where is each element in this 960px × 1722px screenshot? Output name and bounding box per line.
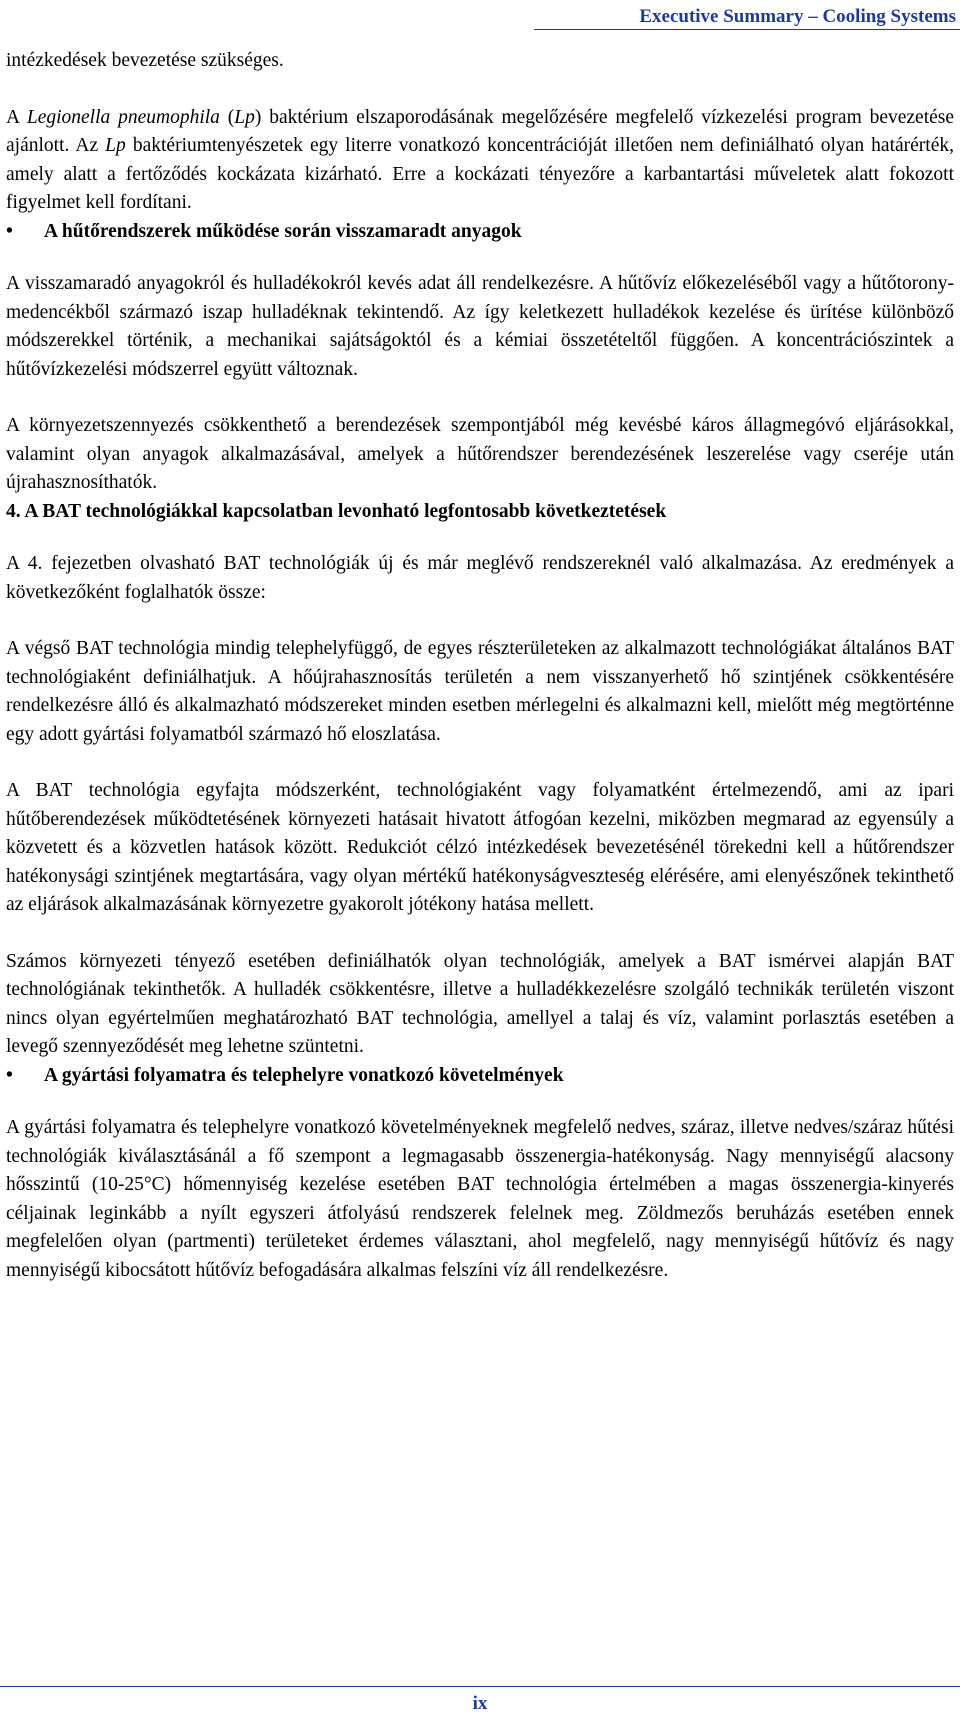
paragraph-bat-method: A BAT technológia egyfajta módszerként, technológiaként vagy folyamatként értelmezendő, ami az ipari hűtőberendezések működtetésének környezeti hatásait hivatott átfogóan kezelni, miközben megmarad az egyensúly a közvetett és a közvetlen hatások között. Redukciót célzó intézkedések bevezetésénél törekedni kell a hűtőrendszer hatékonysági szintjének megtartására, vagy olyan mértékű hatékonyságveszteség elérésére, ami elenyészőnek tekinthető az eljárások alkalmazásának környezetre gyakorolt jótékony hatása mellett. bbox=[6, 780, 954, 915]
bullet-heading-text: A hűtőrendszerek működése során visszamaradt anyagok bbox=[44, 220, 522, 242]
paragraph-bat-final: A végső BAT technológia mindig telephelyfüggő, de egyes részterületeken az alkalmazott technológiákat általános BAT technológiaként definiálhatjuk. A hőújrahasznosítás területén a nem visszanyerhető hő szintjének csökkentésére rendelkezésre álló és alkalmazható módszereket minden esetben mérlegelni és alkalmazni kell, mielőtt még megtörténne egy adott gyártási folyamatból származó hő eloszlatása. bbox=[6, 638, 954, 745]
paragraph-legionella bbox=[6, 104, 954, 218]
bullet-heading-requirements bbox=[6, 1062, 954, 1091]
paragraph-bat-intro: A 4. fejezetben olvasható BAT technológiák új és már meglévő rendszereknél való alkalmazása. Az eredmények a következőként foglalhatók össze: bbox=[6, 553, 954, 603]
page-number: ix bbox=[472, 1693, 488, 1714]
paragraph-pollution: A környezetszennyezés csökkenthető a berendezések szempontjából még kevésbé káros állagmegóvó eljárásokkal, valamint olyan anyagok alkalmazásával, amelyek a hűtőrendszer berendezésének leszerelése vagy cseréje után újrahasznosíthatók. bbox=[6, 415, 954, 493]
abbreviation: Lp bbox=[234, 106, 255, 128]
bullet-heading-residues bbox=[6, 218, 954, 247]
paragraph-requirements: A gyártási folyamatra és telephelyre vonatkozó követelményeknek megfelelő nedves, száraz, illetve nedves/száraz hűtési technológiák kiválasztásánál a fő szempont a legmagasabb összenergia-hatékonyság. Nagy mennyiségű alacsony hősszintű (10-25°C) hőmennyiség kezelése esetében BAT technológia értelmében a magas összenergia-kinyerés céljainak leginkább a nyílt egyszeri átfolyású rendszerek felelnek meg. Zöldmezős beruházás esetében ennek megfelelően olyan (partmenti) területeket érdemes választani, ahol megfelelő, nagy mennyiségű hűtővíz és nagy mennyiségű kibocsátott hűtővíz befogadására alkalmas felszíni víz áll rendelkezésre. bbox=[6, 1117, 954, 1281]
text-run: ) baktérium elszaporodásának megelőzésére megfelelő vízkezelési program bevezetése ajánlott. Az bbox=[6, 106, 955, 156]
text-run: ( bbox=[219, 106, 235, 128]
footer-rule bbox=[0, 1686, 960, 1687]
header-rule bbox=[534, 29, 960, 30]
paragraph-environmental-factors: Számos környezeti tényező esetében definiálhatók olyan technológiák, amelyek a BAT ismérvei alapján BAT technológiának tekinthetők. A hulladék csökkentésre, illetve a hulladékkezelésre szolgáló technikák területén viszont nincs olyan egyértelműen meghatározható BAT technológia, amellyel a talaj és víz, valamint porlasztás esetében a levegő szennyeződését meg lehetne szüntetni. bbox=[6, 950, 954, 1057]
text-run: baktériumtenyészetek egy literre vonatkozó koncentrációját illetően nem definiálható olyan határérték, amely alatt a fertőződés kockázata kizárható. Erre a kockázati tényezőre a karbantartási műveletek alatt fokozott figyelmet kell fordítani. bbox=[6, 135, 954, 213]
section-heading-4: 4. A BAT technológiákkal kapcsolatban levonható legfontosabb következtetések bbox=[6, 500, 667, 522]
bullet-icon: • bbox=[6, 220, 13, 242]
abbreviation: Lp bbox=[105, 135, 126, 156]
page-footer bbox=[0, 1693, 960, 1715]
paragraph-continuation: intézkedések bevezetése szükséges. bbox=[6, 50, 284, 71]
text-run: A bbox=[6, 106, 27, 128]
species-name: Legionella pneumophila bbox=[26, 106, 220, 128]
bullet-icon: • bbox=[6, 1064, 13, 1086]
running-header: Executive Summary – Cooling Systems bbox=[639, 6, 956, 27]
bullet-heading-text: A gyártási folyamatra és telephelyre vonatkozó követelmények bbox=[44, 1064, 564, 1086]
paragraph-residues: A visszamaradó anyagokról és hulladékokról kevés adat áll rendelkezésre. A hűtővíz előkezeléséből vagy a hűtőtorony-medencékből származó iszap hulladéknak tekintendő. Az így keletkezett hulladékok kezelése és ürítése különböző módszerekkel történik, a mechanikai sajátságoktól és a kémiai összetételtől függően. A koncentrációszintek a hűtővízkezelési módszerrel együtt változnak. bbox=[6, 273, 954, 380]
document-body bbox=[6, 47, 954, 1285]
